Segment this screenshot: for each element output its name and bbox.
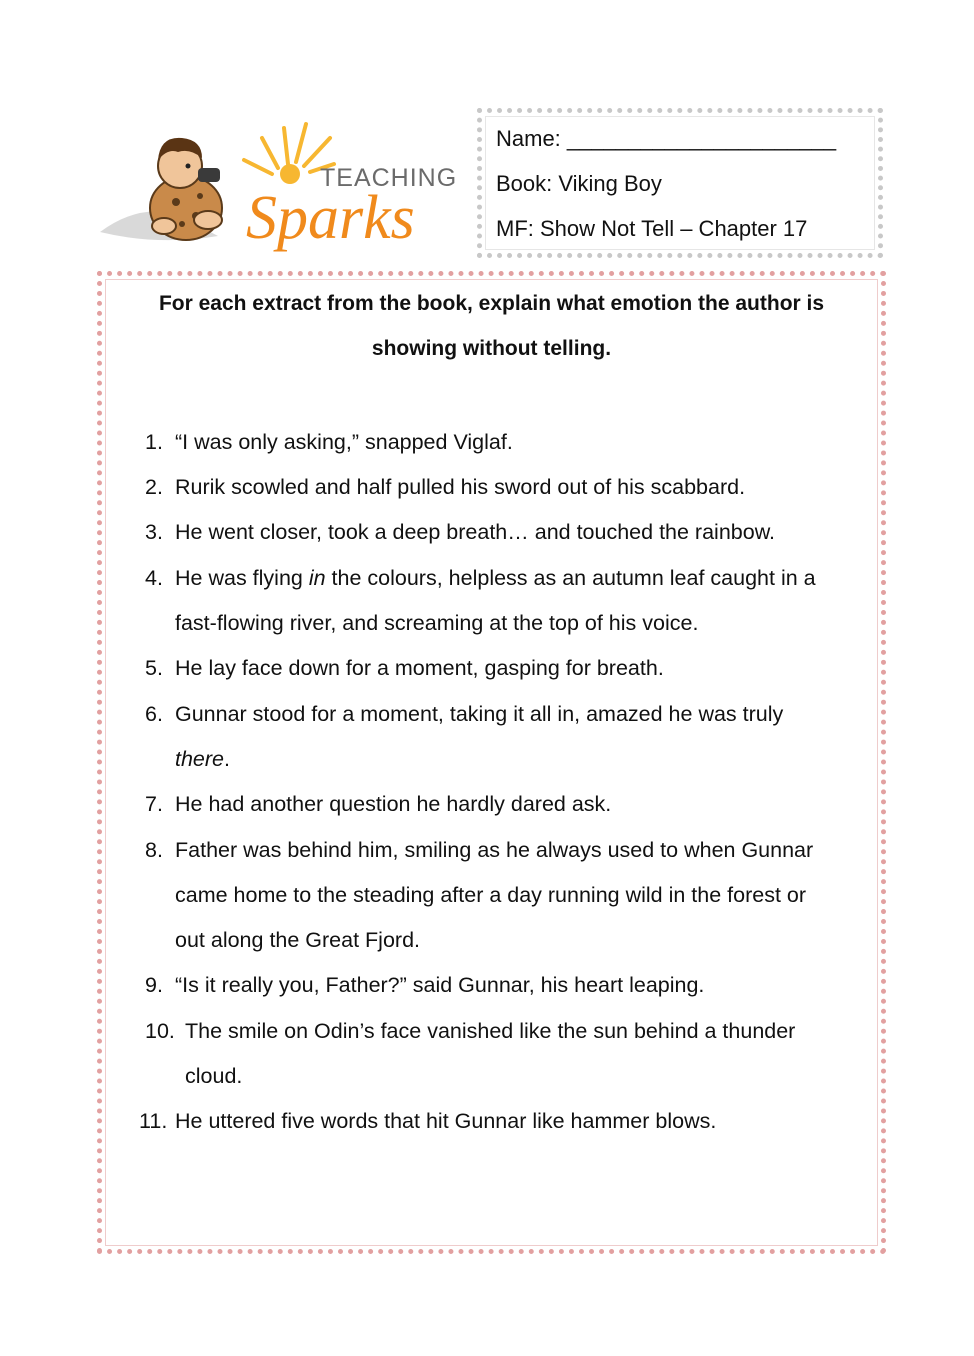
question-number: 11. [139, 1109, 168, 1133]
question-text-continued: fast-flowing river, and screaming at the top of his voice. [175, 611, 699, 635]
question-number: 4. [145, 566, 163, 590]
worksheet-box [97, 271, 886, 1254]
logo-teaching-text: TEACHING [320, 164, 458, 192]
question-number: 2. [145, 475, 163, 499]
question-number: 9. [145, 973, 163, 997]
question-text-part: . [224, 747, 230, 771]
question-number: 5. [145, 656, 163, 680]
question-text: The smile on Odin’s face vanished like the sun behind a thunder [185, 1019, 796, 1043]
question-list [102, 276, 881, 1249]
question-text-continued: out along the Great Fjord. [175, 928, 421, 952]
question-text-continued: came home to the steading after a day running wild in the forest or [175, 883, 807, 907]
question-text-italic: there [175, 747, 225, 771]
question-number: 1. [145, 430, 163, 454]
question-text-italic: in [308, 566, 326, 590]
instruction-line-2: showing without telling. [371, 337, 612, 360]
question-text: Gunnar stood for a moment, taking it all in, amazed he was truly [175, 702, 784, 726]
question-text-part: the colours, helpless as an autumn leaf caught in a [325, 566, 816, 590]
question-text: He uttered five words that hit Gunnar like hammer blows. [175, 1109, 717, 1133]
question-number: 10. [145, 1019, 175, 1043]
book-label: Book: Viking Boy [496, 171, 662, 196]
question-text: He had another question he hardly dared ask. [175, 792, 612, 816]
name-field-label[interactable]: Name: ______________________ [496, 126, 837, 151]
question-text-continued [175, 746, 230, 772]
question-text: Father was behind him, smiling as he always used to when Gunnar [175, 838, 814, 862]
question-number: 6. [145, 702, 163, 726]
question-text-part: He was flying [175, 566, 309, 590]
instruction-line-1: For each extract from the book, explain what emotion the author is [158, 292, 825, 315]
question-number: 8. [145, 838, 163, 862]
question-text [175, 565, 816, 591]
question-text: “Is it really you, Father?” said Gunnar, his heart leaping. [175, 973, 705, 997]
question-text: Rurik scowled and half pulled his sword out of his scabbard. [175, 475, 746, 499]
question-text: “I was only asking,” snapped Viglaf. [175, 430, 513, 454]
question-text-continued: cloud. [185, 1064, 243, 1088]
question-number: 7. [145, 792, 163, 816]
question-text: He went closer, took a deep breath… and touched the rainbow. [175, 520, 776, 544]
question-number: 3. [145, 520, 163, 544]
logo-sparks-text: Sparks [246, 184, 415, 252]
student-info-box [477, 108, 883, 258]
question-text: He lay face down for a moment, gasping for breath. [175, 656, 664, 680]
mf-label: MF: Show Not Tell – Chapter 17 [496, 216, 808, 241]
teaching-sparks-logo [98, 108, 463, 256]
logo-graphic [98, 108, 463, 256]
